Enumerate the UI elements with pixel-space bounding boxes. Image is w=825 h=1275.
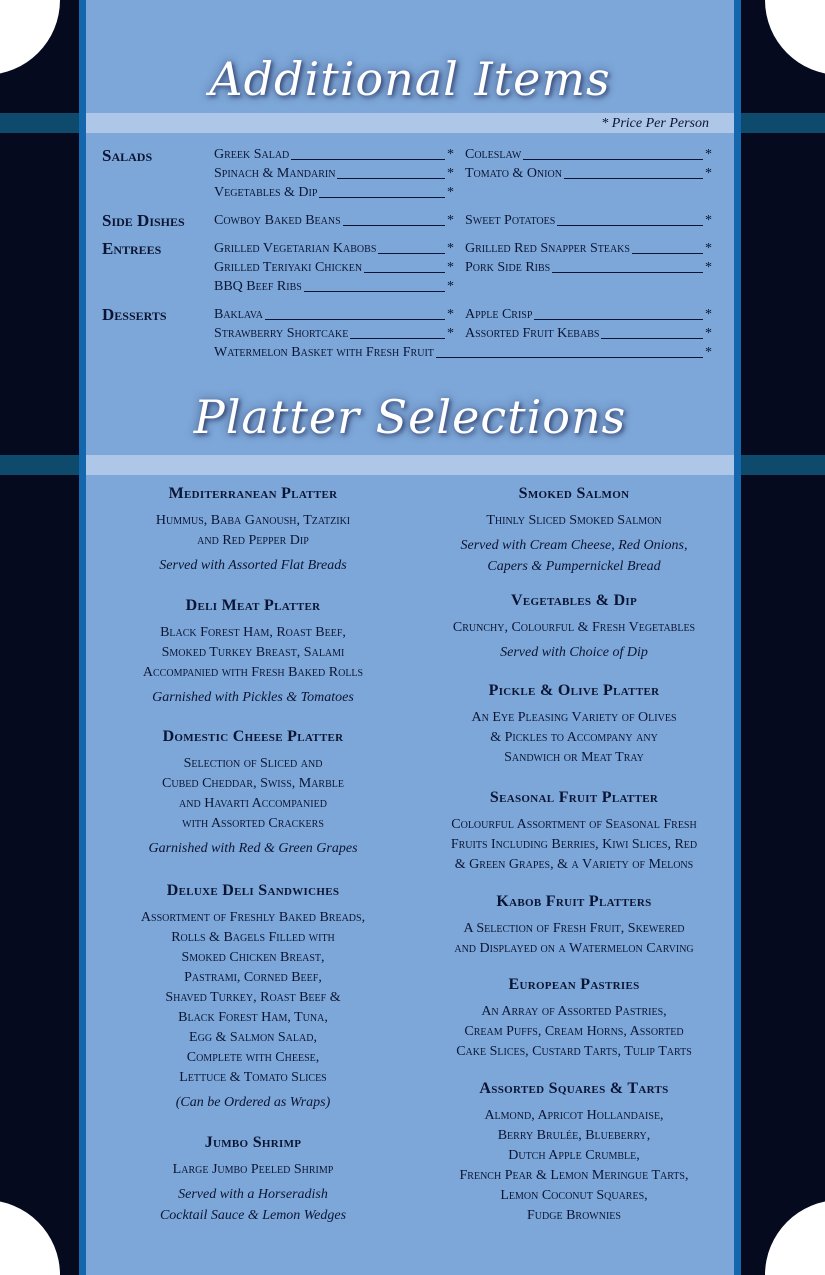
item-sweet-potatoes: [465, 213, 712, 229]
corner-cutout-bottom-right: [765, 1200, 825, 1275]
fill-line: [557, 225, 703, 226]
asterisk: *: [705, 213, 712, 228]
description-line: A Selection of Fresh Fruit, Skewered: [463, 921, 685, 936]
description-line: Accompanied with Fresh Baked Rolls: [142, 665, 364, 680]
item-name: Coleslaw: [465, 147, 522, 162]
description-line: Sandwich or Meat Tray: [504, 750, 644, 765]
platter-title: Seasonal Fruit Platter: [489, 789, 659, 806]
description-line: Pastrami, Corned Beef,: [184, 970, 322, 985]
note-line: Served with Cream Cheese, Red Onions,: [460, 538, 688, 553]
item-veg-kabobs: [214, 241, 454, 257]
description-line: Shaved Turkey, Roast Beef &: [165, 990, 341, 1005]
asterisk: *: [447, 185, 454, 200]
item-tomato-onion: [465, 166, 712, 182]
item-name: Apple Crisp: [465, 307, 533, 322]
item-name: Spinach & Mandarin: [214, 166, 336, 181]
item-red-snapper: [465, 241, 712, 257]
item-spinach-mandarin: [214, 166, 454, 182]
item-pork-ribs: [465, 260, 712, 276]
description-line: Berry Brulée, Blueberry,: [497, 1128, 651, 1143]
platter-note: Garnished with Pickles & Tomatoes: [152, 690, 354, 705]
item-name: Assorted Fruit Kebabs: [465, 326, 600, 341]
platter-deli-meat: [103, 597, 403, 708]
description-line: Complete with Cheese,: [186, 1050, 320, 1065]
platter-title: Deli Meat Platter: [185, 597, 321, 614]
asterisk: *: [447, 279, 454, 294]
item-baklava: [214, 307, 454, 323]
platter-description: [424, 1002, 724, 1062]
item-name: Grilled Vegetarian Kabobs: [214, 241, 377, 256]
platter-note: Garnished with Red & Green Grapes: [148, 841, 358, 856]
asterisk: *: [447, 147, 454, 162]
item-name: Grilled Teriyaki Chicken: [214, 260, 363, 275]
platter-title: European Pastries: [508, 976, 640, 993]
description-line: Hummus, Baba Ganoush, Tzatziki: [155, 513, 351, 528]
platter-note: Served with Assorted Flat Breads: [159, 558, 347, 573]
price-note: * Price Per Person: [601, 116, 709, 131]
description-line: Assortment of Freshly Baked Breads,: [140, 910, 366, 925]
asterisk: *: [447, 166, 454, 181]
fill-line: [552, 272, 703, 273]
description-line: with Assorted Crackers: [182, 816, 324, 831]
description-line: Dutch Apple Crumble,: [508, 1148, 640, 1163]
platter-selections-title: Platter Selections: [193, 390, 627, 444]
platter-title: Domestic Cheese Platter: [162, 728, 344, 745]
platter-note: Served with Choice of Dip: [500, 645, 648, 660]
asterisk: *: [447, 213, 454, 228]
fill-line: [523, 159, 703, 160]
platter-smoked-salmon: [424, 485, 724, 577]
item-coleslaw: [465, 147, 712, 163]
fill-line: [265, 319, 445, 320]
platter-note: (Can be Ordered as Wraps): [175, 1095, 331, 1110]
item-name: Watermelon Basket with Fresh Fruit: [214, 345, 434, 360]
corner-cutout-top-right: [765, 0, 825, 75]
asterisk: *: [447, 307, 454, 322]
item-name: Sweet Potatoes: [465, 213, 556, 228]
category-side-dishes: Side Dishes: [102, 211, 185, 230]
description-line: Cream Puffs, Cream Horns, Assorted: [464, 1024, 684, 1039]
description-line: Smoked Chicken Breast,: [181, 950, 325, 965]
platter-seasonal-fruit: [424, 789, 724, 879]
platter-title: Pickle & Olive Platter: [488, 682, 660, 699]
description-line: Black Forest Ham, Tuna,: [178, 1010, 328, 1025]
fill-line: [364, 272, 445, 273]
item-name: Baklava: [214, 307, 263, 322]
platter-description: [103, 908, 403, 1088]
description-line: and Displayed on a Watermelon Carving: [454, 941, 694, 956]
platter-title: Kabob Fruit Platters: [496, 893, 652, 910]
asterisk: *: [705, 260, 712, 275]
fill-line: [343, 225, 445, 226]
description-line: Lemon Coconut Squares,: [500, 1188, 648, 1203]
item-strawberry-shortcake: [214, 326, 454, 342]
middle-band: [86, 455, 734, 475]
item-vegetables-dip: [214, 185, 454, 201]
platter-european-pastries: [424, 976, 724, 1066]
description-line: Cubed Cheddar, Swiss, Marble: [162, 776, 344, 791]
platter-title: Smoked Salmon: [518, 485, 630, 502]
description-line: Colourful Assortment of Seasonal Fresh: [451, 817, 697, 832]
note-line: Cocktail Sauce & Lemon Wedges: [159, 1208, 347, 1223]
corner-cutout-top-left: [0, 0, 60, 75]
asterisk: *: [705, 326, 712, 341]
fill-line: [436, 357, 703, 358]
fill-line: [564, 178, 703, 179]
description-line: Black Forest Ham, Roast Beef,: [160, 625, 346, 640]
category-entrees: Entrees: [102, 239, 162, 258]
item-name: Cowboy Baked Beans: [214, 213, 341, 228]
description-line: Cake Slices, Custard Tarts, Tulip Tarts: [456, 1044, 692, 1059]
item-name: Greek Salad: [214, 147, 290, 162]
item-greek-salad: [214, 147, 454, 163]
platter-deluxe-deli: [103, 882, 403, 1113]
corner-cutout-bottom-left: [0, 1200, 60, 1275]
platter-title: Jumbo Shrimp: [204, 1134, 302, 1151]
platter-description: [103, 1160, 403, 1180]
platter-description: [424, 815, 724, 875]
platter-squares-tarts: [424, 1080, 724, 1230]
platter-note: [103, 1184, 403, 1226]
platter-title: Deluxe Deli Sandwiches: [166, 882, 340, 899]
fill-line: [632, 253, 703, 254]
item-name: Strawberry Shortcake: [214, 326, 349, 341]
additional-items-title: Additional Items: [209, 52, 611, 106]
platter-mediterranean: [103, 485, 403, 576]
platter-description: [103, 511, 403, 551]
platter-description: [424, 511, 724, 531]
item-name: Tomato & Onion: [465, 166, 562, 181]
fill-line: [319, 197, 445, 198]
description-line: An Eye Pleasing Variety of Olives: [471, 710, 677, 725]
description-line: Rolls & Bagels Filled with: [171, 930, 335, 945]
description-line: Almond, Apricot Hollandaise,: [484, 1108, 664, 1123]
platter-description: [103, 623, 403, 683]
platter-description: [103, 754, 403, 834]
category-desserts: Desserts: [102, 305, 167, 324]
description-line: Egg & Salmon Salad,: [189, 1030, 317, 1045]
description-line: Fruits Including Berries, Kiwi Slices, Red: [450, 837, 698, 852]
platter-vegetables-dip: [424, 592, 724, 663]
item-name: BBQ Beef Ribs: [214, 279, 302, 294]
fill-line: [534, 319, 703, 320]
platter-note: [424, 535, 724, 577]
fill-line: [291, 159, 445, 160]
asterisk: *: [447, 326, 454, 341]
platter-description: [424, 708, 724, 768]
fill-line: [350, 338, 445, 339]
platter-description: [424, 1106, 724, 1226]
asterisk: *: [705, 166, 712, 181]
description-line: and Red Pepper Dip: [197, 533, 309, 548]
description-line: & Pickles to Accompany any: [490, 730, 658, 745]
description-line: Selection of Sliced and: [183, 756, 323, 771]
description-line: Crunchy, Colourful & Fresh Vegetables: [452, 620, 696, 635]
fill-line: [304, 291, 445, 292]
asterisk: *: [705, 147, 712, 162]
platter-kabob-fruit: [424, 893, 724, 963]
asterisk: *: [705, 307, 712, 322]
item-cowboy-beans: [214, 213, 454, 229]
description-line: & Green Grapes, & a Variety of Melons: [454, 857, 694, 872]
platter-description: [424, 618, 724, 638]
platter-title: Assorted Squares & Tarts: [479, 1080, 669, 1097]
description-line: Large Jumbo Peeled Shrimp: [172, 1162, 334, 1177]
description-line: and Havarti Accompanied: [179, 796, 327, 811]
fill-line: [378, 253, 445, 254]
item-bbq-ribs: [214, 279, 454, 295]
item-watermelon-basket: [214, 345, 712, 361]
platter-title: Mediterranean Platter: [168, 485, 338, 502]
item-fruit-kebabs: [465, 326, 712, 342]
description-line: Lettuce & Tomato Slices: [179, 1070, 327, 1085]
item-name: Pork Side Ribs: [465, 260, 551, 275]
item-teriyaki-chicken: [214, 260, 454, 276]
platter-title: Vegetables & Dip: [510, 592, 638, 609]
description-line: Thinly Sliced Smoked Salmon: [486, 513, 662, 528]
platter-domestic-cheese: [103, 728, 403, 859]
category-salads: Salads: [102, 146, 153, 165]
fill-line: [601, 338, 703, 339]
platter-description: [424, 919, 724, 959]
asterisk: *: [705, 345, 712, 360]
note-line: Served with a Horseradish: [178, 1187, 328, 1202]
asterisk: *: [447, 241, 454, 256]
note-line: Capers & Pumpernickel Bread: [487, 559, 661, 574]
item-name: Vegetables & Dip: [214, 185, 318, 200]
fill-line: [337, 178, 445, 179]
description-line: French Pear & Lemon Meringue Tarts,: [459, 1168, 689, 1183]
item-name: Grilled Red Snapper Steaks: [465, 241, 630, 256]
description-line: Fudge Brownies: [527, 1208, 621, 1223]
asterisk: *: [447, 260, 454, 275]
platter-pickle-olive: [424, 682, 724, 772]
item-apple-crisp: [465, 307, 712, 323]
asterisk: *: [705, 241, 712, 256]
platter-jumbo-shrimp: [103, 1134, 403, 1226]
description-line: Smoked Turkey Breast, Salami: [161, 645, 345, 660]
description-line: An Array of Assorted Pastries,: [481, 1004, 667, 1019]
